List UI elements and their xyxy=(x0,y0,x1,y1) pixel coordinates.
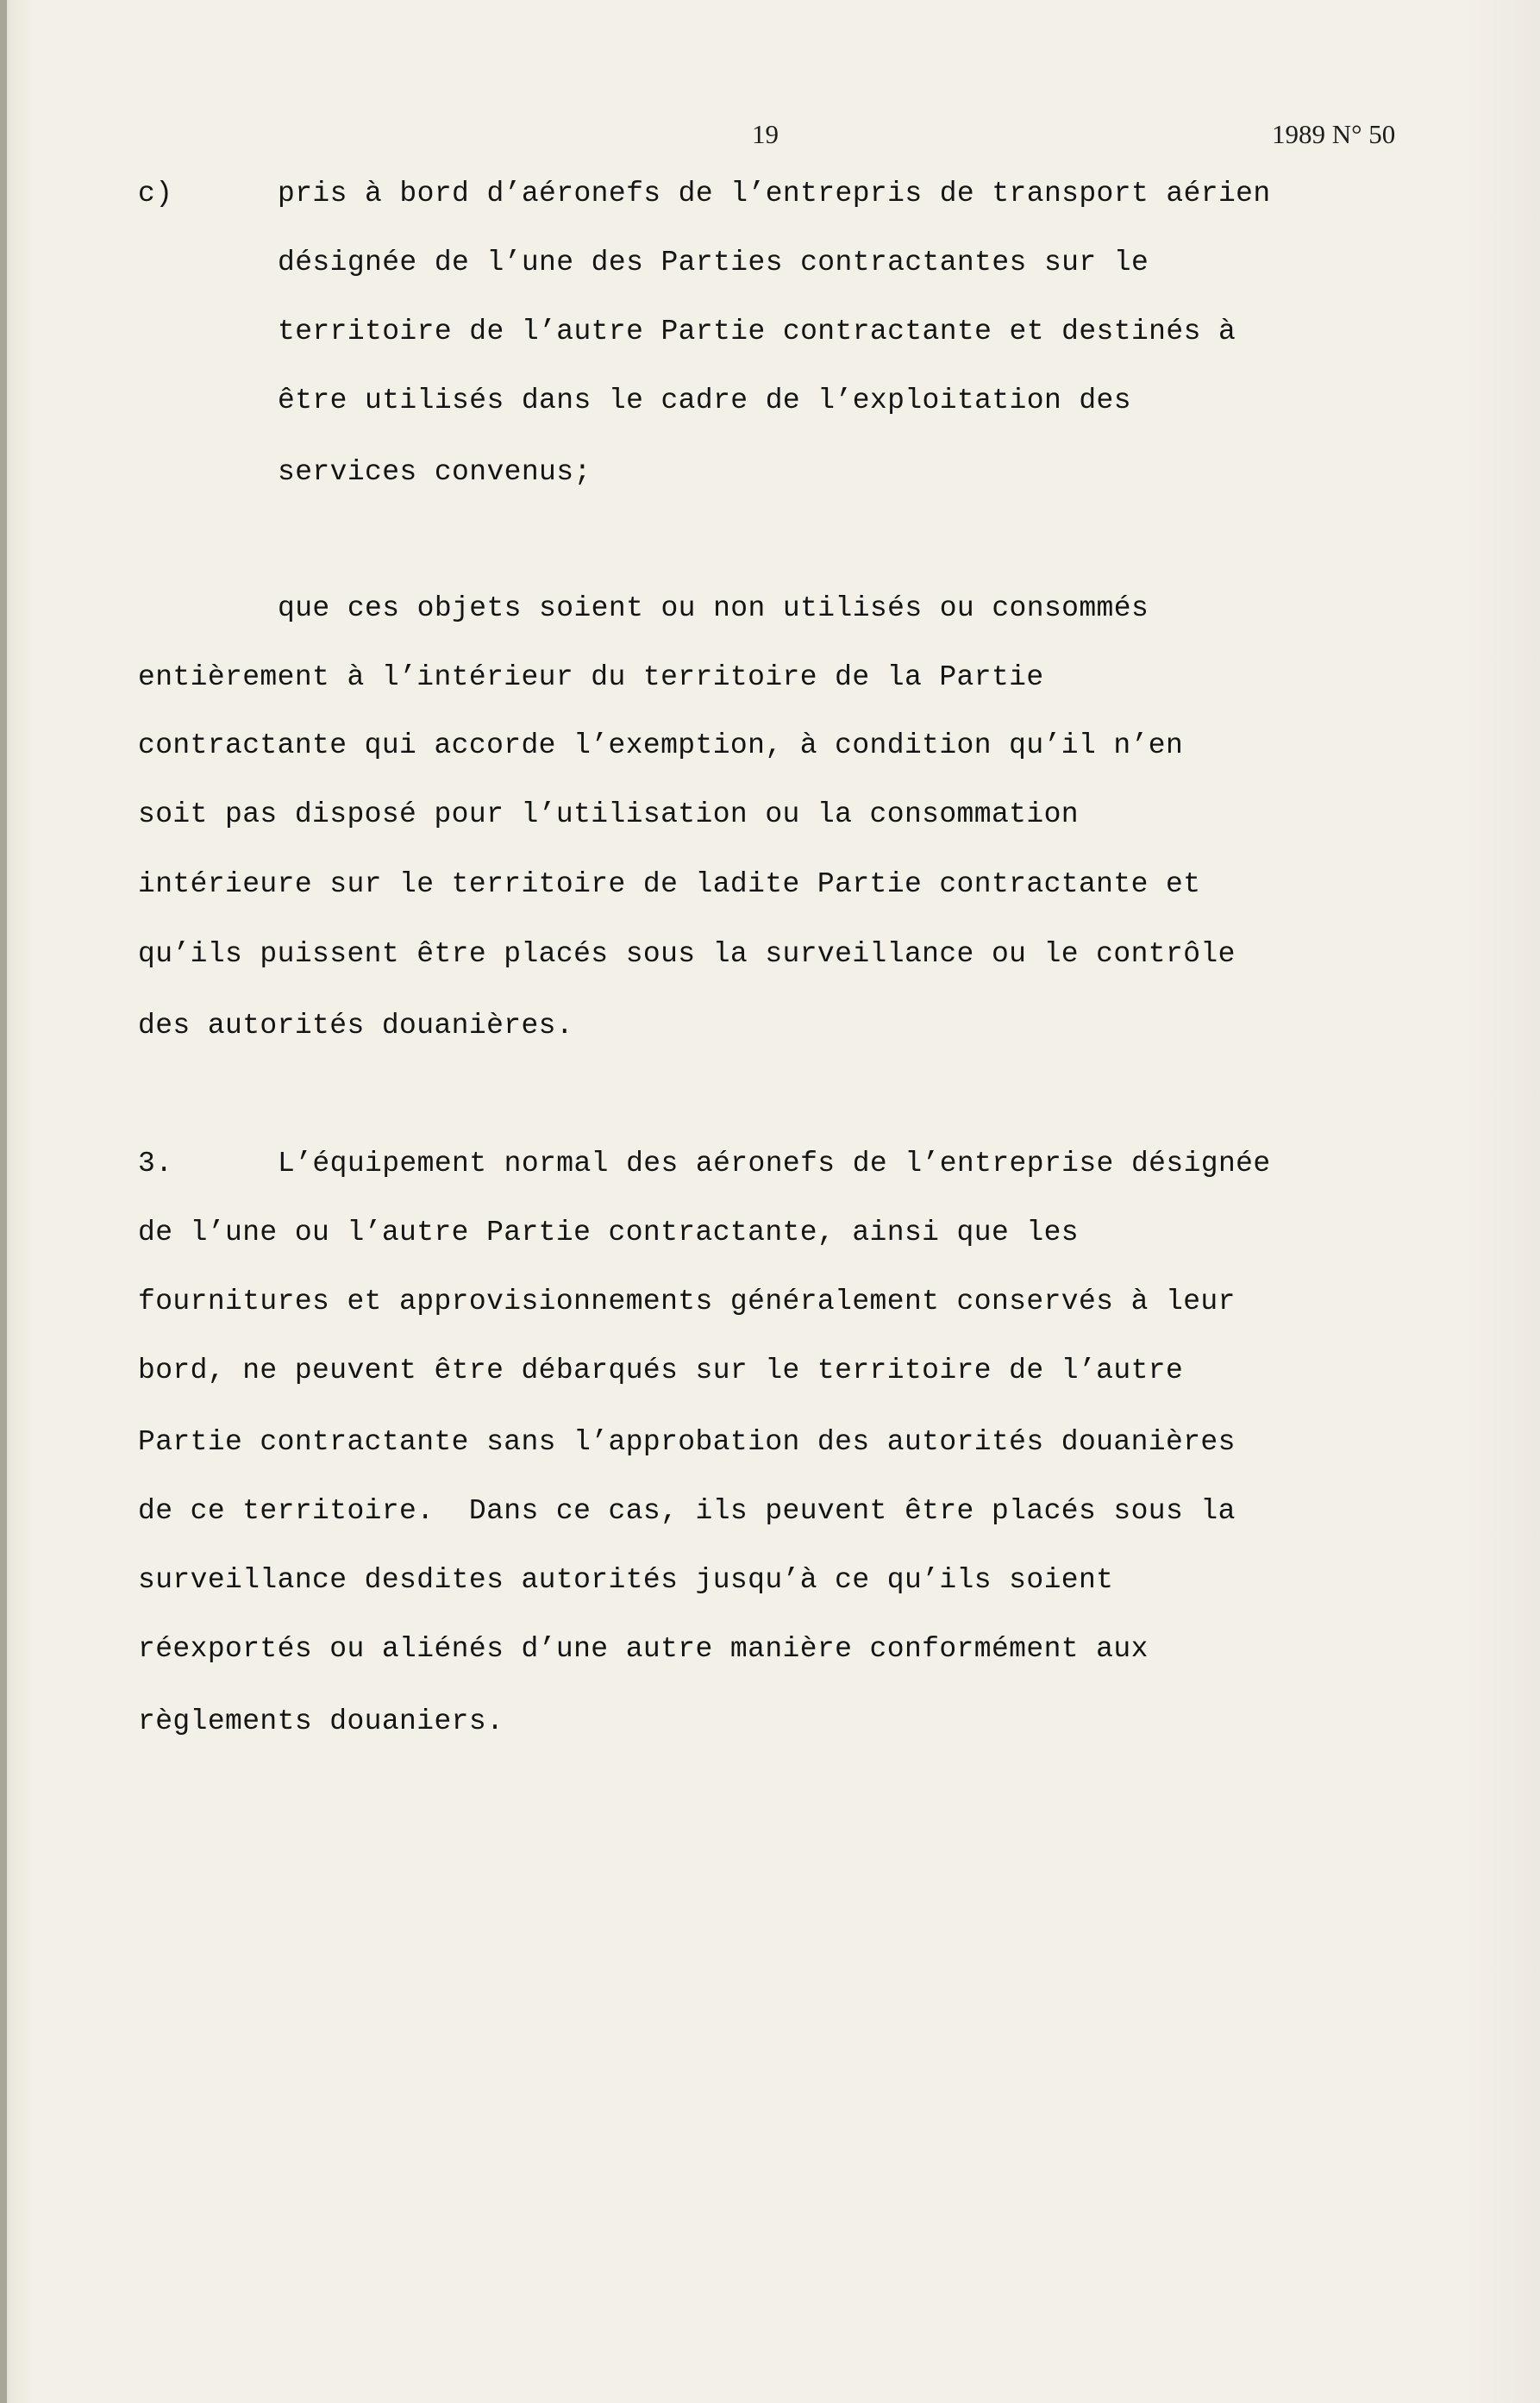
section-line: fournitures et approvisionnements généralement conservés à leur xyxy=(138,1286,1236,1317)
item-c-line: services convenus; xyxy=(278,456,592,488)
paragraph-line: entièrement à l’intérieur du territoire de la Partie xyxy=(138,661,1044,693)
section-number: 3. xyxy=(138,1148,173,1180)
section-line: surveillance desdites autorités jusqu’à ce qu’ils soient xyxy=(138,1564,1114,1596)
section-line: L’équipement normal des aéronefs de l’entreprise désignée xyxy=(278,1148,1271,1180)
section-line: réexportés ou aliénés d’une autre manière conformément aux xyxy=(138,1633,1149,1665)
page-binding-edge xyxy=(0,0,7,2403)
item-c-line: pris à bord d’aéronefs de l’entrepris de transport aérien xyxy=(278,178,1271,210)
item-c-line: désignée de l’une des Parties contractantes sur le xyxy=(278,247,1149,278)
paragraph-line: que ces objets soient ou non utilisés ou consommés xyxy=(278,592,1149,624)
paragraph-line: des autorités douanières. xyxy=(138,1010,574,1042)
section-line: Partie contractante sans l’approbation des autorités douanières xyxy=(138,1426,1236,1458)
section-line: de ce territoire. Dans ce cas, ils peuvent être placés sous la xyxy=(138,1495,1236,1527)
list-marker-c: c) xyxy=(138,178,173,210)
journal-reference: 1989 N° 50 xyxy=(1272,119,1396,149)
item-c-line: être utilisés dans le cadre de l’exploitation des xyxy=(278,385,1131,416)
section-line: de l’une ou l’autre Partie contractante, ainsi que les xyxy=(138,1217,1079,1248)
section-line: règlements douaniers. xyxy=(138,1705,504,1737)
section-line: bord, ne peuvent être débarqués sur le territoire de l’autre xyxy=(138,1355,1184,1386)
paragraph-line: soit pas disposé pour l’utilisation ou la consommation xyxy=(138,798,1079,830)
paragraph-line: intérieure sur le territoire de ladite Partie contractante et xyxy=(138,868,1201,900)
paragraph-line: qu’ils puissent être placés sous la surveillance ou le contrôle xyxy=(138,938,1236,970)
item-c-line: territoire de l’autre Partie contractante et destinés à xyxy=(278,316,1236,347)
page-number: 19 xyxy=(752,119,779,149)
paragraph-line: contractante qui accorde l’exemption, à condition qu’il n’en xyxy=(138,729,1184,761)
